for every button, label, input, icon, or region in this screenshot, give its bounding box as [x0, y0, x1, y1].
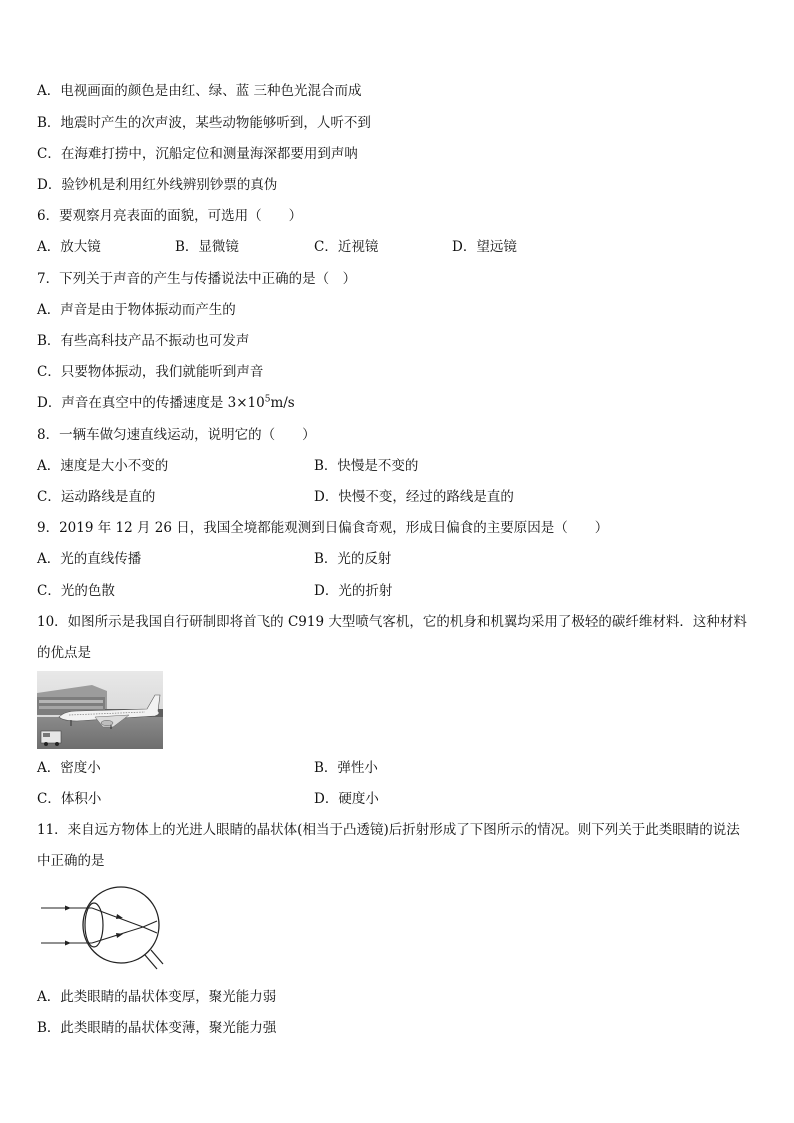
q6-stem: 6．要观察月亮表面的面貌，可选用（ ）	[37, 208, 303, 224]
q9-option-c: C．光的色散	[37, 583, 115, 599]
q8-option-b: B．快慢是不变的	[314, 458, 419, 474]
c919-aircraft-photo	[37, 671, 163, 749]
q9-stem: 9．2019 年 12 月 26 日，我国全境都能观测到日偏食奇观，形成日偏食的主要原因是（ ）	[37, 520, 609, 536]
q10-option-a: A．密度小	[37, 760, 101, 776]
q10-stem-line1: 10．如图所示是我国自行研制即将首飞的 C919 大型喷气客机，它的机身和机翼均采用了极轻的碳纤维材料．这种材料	[37, 614, 747, 630]
q6-option-c: C．近视镜	[314, 239, 379, 255]
q5-option-d: D．验钞机是利用红外线辨别钞票的真伪	[37, 177, 278, 193]
q7-option-d-text: D．声音在真空中的传播速度是 3×10	[37, 395, 265, 411]
q11-stem-line2: 中正确的是	[37, 853, 105, 869]
q9-option-b: B．光的反射	[314, 551, 392, 567]
q6-option-b: B．显微镜	[175, 239, 239, 255]
q7-stem: 7．下列关于声音的产生与传播说法中正确的是（ ）	[37, 271, 357, 287]
q5-option-b: B．地震时产生的次声波，某些动物能够听到，人听不到	[37, 115, 371, 131]
q7-option-c: C．只要物体振动，我们就能听到声音	[37, 364, 264, 380]
q7-option-d	[37, 394, 295, 412]
q11-option-b: B．此类眼睛的晶状体变薄，聚光能力强	[37, 1020, 277, 1036]
q10-option-c: C．体积小	[37, 791, 102, 807]
q10-option-b: B．弹性小	[314, 760, 378, 776]
q10-option-d: D．硬度小	[314, 791, 379, 807]
q7-option-d-unit: m/s	[270, 395, 295, 411]
q11-stem-line1: 11．来自远方物体上的光进人眼睛的晶状体(相当于凸透镜)后折射形成了下图所示的情况。则下列关于此类眼睛的说法	[37, 822, 740, 838]
aircraft-photo-illustration	[37, 671, 163, 749]
q9-option-d: D．光的折射	[314, 583, 393, 599]
q10-stem-line2: 的优点是	[37, 645, 91, 661]
q5-option-c: C．在海难打捞中，沉船定位和测量海深都要用到声呐	[37, 146, 358, 162]
q7-option-a: A．声音是由于物体振动而产生的	[37, 302, 236, 318]
eye-diagram-illustration	[37, 883, 172, 971]
q7-option-d-exponent: 5	[264, 394, 271, 405]
q5-option-a: A．电视画面的颜色是由红、绿、蓝 三种色光混合而成	[37, 83, 362, 99]
q6-option-a: A．放大镜	[37, 239, 101, 255]
q7-option-b: B．有些高科技产品不振动也可发声	[37, 333, 250, 349]
q8-option-c: C．运动路线是直的	[37, 489, 156, 505]
q8-option-a: A．速度是大小不变的	[37, 458, 169, 474]
q9-option-a: A．光的直线传播	[37, 551, 142, 567]
q8-option-d: D．快慢不变，经过的路线是直的	[314, 489, 514, 505]
q8-stem: 8．一辆车做匀速直线运动，说明它的（ ）	[37, 427, 316, 443]
q6-option-d: D．望远镜	[452, 239, 517, 255]
q11-option-a: A．此类眼睛的晶状体变厚，聚光能力弱	[37, 989, 277, 1005]
eye-refraction-diagram	[37, 883, 172, 971]
